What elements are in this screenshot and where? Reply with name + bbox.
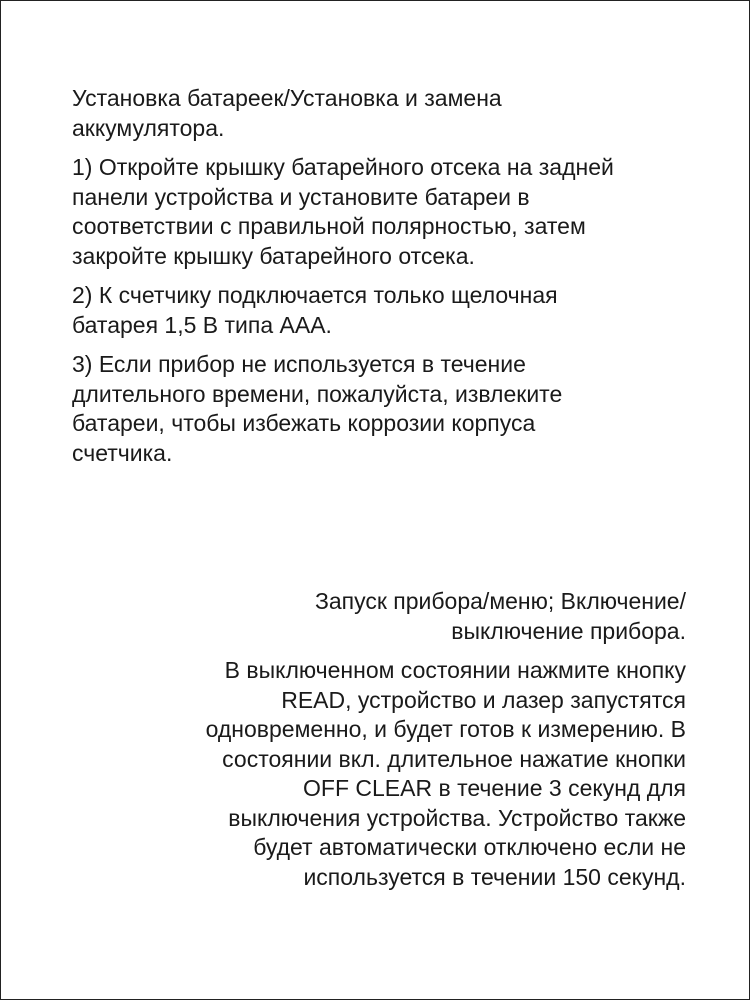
battery-step-1: 1) Откройте крышку батарейного отсека на задней панели устройства и установите батареи в соответствии с правильной полярностью, затем закройте крышку батарейного отсека. <box>72 154 614 269</box>
battery-step-3: 3) Если прибор не используется в течение длительного времени, пожалуйста, извлеките батареи, чтобы избежать коррозии корпуса счетчика. <box>72 351 563 466</box>
device-startup-heading: Запуск прибора/меню; Включение/ выключение прибора. <box>314 588 686 644</box>
battery-installation-section <box>72 84 692 478</box>
battery-step-2: 2) К счетчику подключается только щелочная батарея 1,5 В типа AAA. <box>72 282 558 338</box>
battery-installation-heading: Установка батареек/Установка и замена аккумулятора. <box>72 85 502 141</box>
device-startup-body: В выключенном состоянии нажмите кнопку READ, устройство и лазер запустятся одновременно, и будет готов к измерению. В состоянии вкл. длительное нажатие кнопки OFF CLEAR в течение 3 секунд для выключения устройства. Устройство также будет автоматически отключено если не используется в течении 150 секунд. <box>205 657 686 890</box>
device-startup-section <box>126 587 686 902</box>
